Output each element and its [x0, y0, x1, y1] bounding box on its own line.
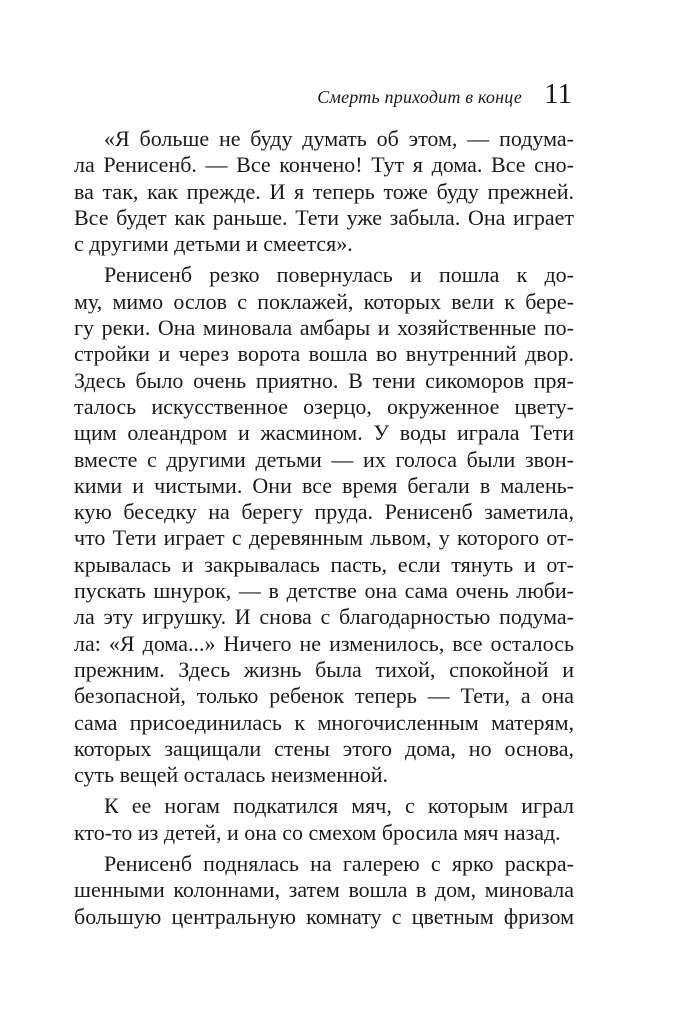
text-line: Здесь было очень приятно. В тени сикоморов пря-	[74, 367, 574, 393]
running-title: Смерть приходит в конце	[317, 87, 523, 107]
paragraph-2	[74, 262, 574, 788]
text-line: талось искусственное озерцо, окруженное цвету-	[74, 393, 574, 419]
text-line: кто-то из детей, и она со смехом бросила мяч назад.	[74, 819, 561, 845]
text-line: му, мимо ослов с поклажей, которых вели к бере-	[74, 288, 574, 314]
running-header	[317, 80, 572, 109]
text-line: что Тети играет с деревянным львом, у которого от-	[74, 525, 574, 551]
text-line: ла Ренисенб. — Все кончено! Тут я дома. Все сно-	[74, 152, 574, 178]
text-line: Ренисенб поднялась на галерею с ярко раскра-	[104, 851, 574, 877]
text-line: прежним. Здесь жизнь была тихой, спокойной и	[74, 656, 574, 682]
text-line: крывалась и закрывалась пасть, если тянуть и от-	[74, 551, 574, 577]
paragraph-1	[74, 126, 574, 257]
text-line: пускать шнурок, — в детстве она сама очень люби-	[74, 578, 574, 604]
text-line: суть вещей осталась неизменной.	[74, 762, 389, 788]
text-line: большую центральную комнату с цветным фризом	[74, 903, 574, 929]
text-line: вместе с другими детьми — их голоса были звон-	[74, 446, 574, 472]
text-line: Все будет как раньше. Тети уже забыла. Она играет	[74, 204, 574, 230]
text-line: ла эту игрушку. И снова с благодарностью подума-	[74, 604, 574, 630]
text-line: безопасной, только ребенок теперь — Тети, а она	[74, 683, 574, 709]
text-line: с другими детьми и смеется».	[74, 231, 353, 257]
text-line: кую беседку на берегу пруда. Ренисенб заметила,	[74, 499, 574, 525]
text-line: кими и чистыми. Они все время бегали в малень-	[74, 472, 574, 498]
text-line: сама присоединилась к многочисленным матерям,	[74, 709, 574, 735]
text-line: стройки и через ворота вошла во внутренний двор.	[74, 341, 574, 367]
text-line: Ренисенб резко повернулась и пошла к до-	[104, 262, 574, 288]
text-line: которых защищали стены этого дома, но основа,	[74, 735, 574, 761]
page-number: 11	[544, 78, 572, 110]
paragraph-4	[74, 851, 574, 930]
text-line: ла: «Я дома...» Ничего не изменилось, все осталось	[74, 630, 574, 656]
body-text	[74, 126, 574, 935]
text-line: гу реки. Она миновала амбары и хозяйственные по-	[74, 315, 574, 341]
text-line: К ее ногам подкатился мяч, с которым играл	[104, 793, 574, 819]
text-line: ва так, как прежде. И я теперь тоже буду прежней.	[74, 178, 574, 204]
text-line: щим олеандром и жасмином. У воды играла Тети	[74, 420, 574, 446]
paragraph-3	[74, 793, 574, 846]
text-line: шенными колоннами, затем вошла в дом, миновала	[74, 877, 574, 903]
text-line: «Я больше не буду думать об этом, — подума-	[104, 126, 574, 151]
